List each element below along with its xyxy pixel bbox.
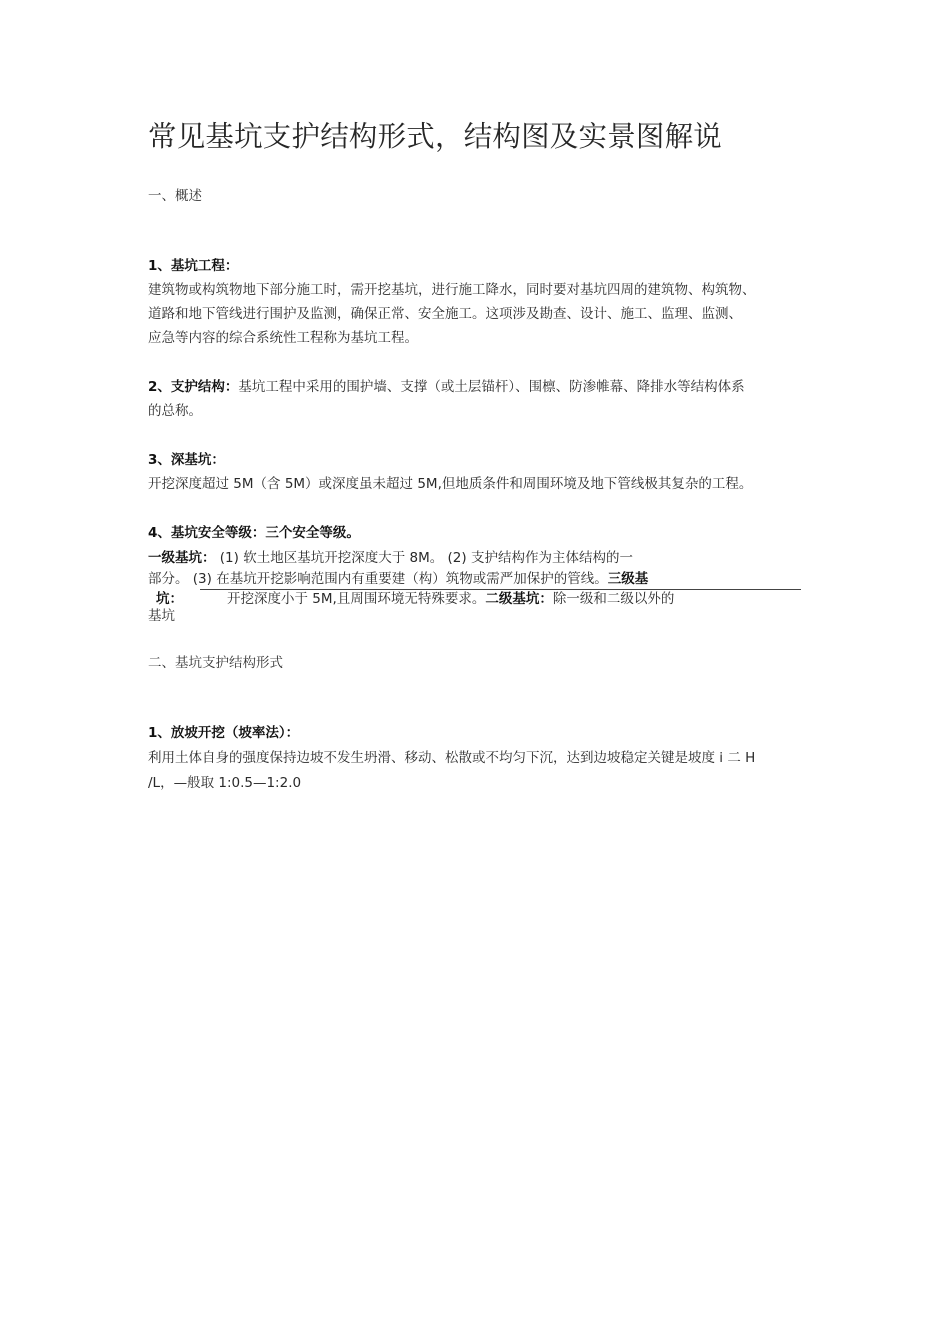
item-heading-support-structure: 2、支护结构： (148, 379, 239, 395)
grade-row-1 (148, 548, 633, 568)
grade-one-text: (1) 软土地区基坑开挖深度大于 8M。 (2) 支护结构作为主体结构的一 (215, 550, 633, 566)
section-heading-support-forms: 二、基坑支护结构形式 (148, 655, 283, 671)
grade-row-4: 基坑 (148, 608, 175, 624)
paragraph-line: 建筑物或构筑物地下部分施工时，需开挖基坑，进行施工降水，同时要对基坑四周的建筑物、构筑物、 (148, 282, 756, 298)
grade-two-label: 二级基坑： (485, 591, 553, 607)
grade-row-3 (148, 589, 674, 609)
grade-three-text: 开挖深度小于 5M,且周围环境无特殊要求。 (227, 591, 486, 607)
item-heading-deep-pit: 3、深基坑： (148, 452, 225, 468)
paragraph-text: 基坑工程中采用的围护墙、支撑（或土层锚杆）、围檩、防渗帷幕、降排水等结构体系 (238, 379, 745, 395)
grade-two-text: 除一级和二级以外的 (552, 591, 675, 607)
paragraph-line: 的总称。 (148, 403, 202, 419)
grade-one-text-cont: 部分。 (3) 在基坑开挖影响范围内有重要建（构）筑物或需严加保护的管线。 (148, 571, 608, 587)
paragraph-line: 利用土体自身的强度保持边坡不发生坍滑、移动、松散或不均匀下沉，达到边坡稳定关键是坡度 i 二 H (148, 750, 756, 766)
grade-one-label: 一级基坑： (148, 550, 216, 566)
grade-three-label-cont: 坑： (156, 591, 183, 607)
item-heading-slope-excavation: 1、放坡开挖（坡率法）： (148, 725, 300, 741)
paragraph-line: 道路和地下管线进行围护及监测，确保正常、安全施工。这项涉及勘查、设计、施工、监理、监测、 (148, 306, 742, 322)
item-heading-safety-grade: 4、基坑安全等级：三个安全等级。 (148, 525, 360, 541)
grade-row-2 (148, 569, 648, 589)
paragraph-line: /L，—般取 1:0.5—1:2.0 (148, 775, 302, 791)
item-heading-foundation-pit-engineering: 1、基坑工程： (148, 258, 239, 274)
paragraph-line: 开挖深度超过 5M（含 5M）或深度虽未超过 5M,但地质条件和周围环境及地下管线极其复杂的工程。 (148, 476, 753, 492)
document-title: 常见基坑支护结构形式，结构图及实景图解说 (148, 120, 723, 153)
paragraph-support-structure (148, 377, 745, 397)
grade-three-label: 三级基 (607, 571, 649, 587)
section-heading-overview: 一、概述 (148, 188, 202, 204)
paragraph-line: 应急等内容的综合系统性工程称为基坑工程。 (148, 330, 418, 346)
